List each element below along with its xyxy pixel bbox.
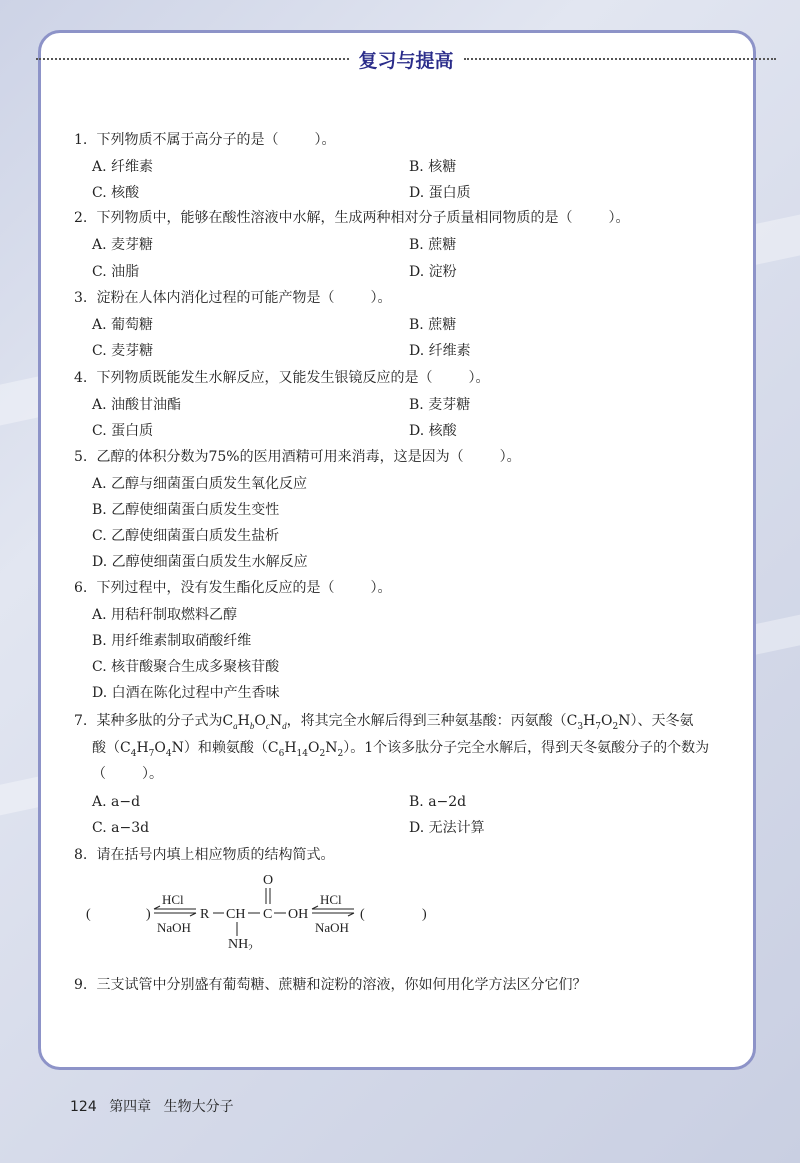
left-paren-open: ( [86, 907, 91, 922]
question-text: 下列过程中，没有发生酯化反应的是（ [96, 580, 335, 596]
question-text: 下列物质中，能够在酸性溶液中水解，生成两种相对分子质量相同物质的是（ [96, 210, 573, 226]
option-b: B. 用纤维素制取硝酸纤维 [92, 633, 252, 649]
option-d: D. 核酸 [409, 423, 457, 439]
question-text: 请在括号内填上相应物质的结构简式。 [96, 847, 335, 863]
option-c: C. a−3d [92, 820, 150, 836]
question-text: 下列物质不属于高分子的是（ [96, 132, 279, 148]
option-b: B. 核糖 [409, 159, 457, 175]
amino-acid-formula [50, 840, 470, 950]
question-7-line-2: 酸$(C_4H_7O_4N)$和赖氨酸$(C_6H_{14}O_2N_2)$。1个该多肽分子完全水解后，得到天冬氨酸分子的个数为 [92, 740, 710, 759]
question-3: 3. 淀粉在人体内消化过程的可能产物是（ ）。 [74, 290, 392, 306]
option-c: C. 核苷酸聚合生成多聚核苷酸 [92, 659, 280, 675]
amino-group: $NH_2$ [228, 937, 253, 950]
option-d: D. 纤维素 [409, 343, 471, 359]
reagent-hcl-right: HCl [320, 892, 342, 907]
option-c: C. 麦芽糖 [92, 343, 154, 359]
arrow-left-bottom [154, 913, 196, 916]
option-b: B. 麦芽糖 [409, 397, 471, 413]
question-1: 1. 下列物质不属于高分子的是（ ）。 [74, 132, 336, 148]
hydroxyl: OH [288, 907, 309, 922]
page-number: 124 [70, 1099, 97, 1115]
question-7-line-3: （ ）。 [92, 766, 163, 782]
question-text: 下列物质既能发生水解反应，又能发生银镜反应的是（ [96, 370, 433, 386]
question-text: 乙醇的体积分数为75%的医用酒精可用来消毒，这是因为（ [96, 449, 464, 465]
arrow-right-bottom [312, 913, 354, 916]
option-d: D. 白酒在陈化过程中产生香味 [92, 685, 280, 701]
option-a: A. 乙醇与细菌蛋白质发生氧化反应 [92, 476, 308, 492]
section-header [36, 44, 776, 74]
question-5: 5. 乙醇的体积分数为75%的医用酒精可用来消毒，这是因为（ ）。 [74, 449, 521, 465]
option-c: C. 乙醇使细菌蛋白质发生盐析 [92, 528, 280, 544]
option-d: D. 蛋白质 [409, 185, 471, 201]
option-c: C. 蛋白质 [92, 423, 154, 439]
right-paren-open: ( [360, 907, 365, 922]
question-6: 6. 下列过程中，没有发生酯化反应的是（ ）。 [74, 580, 392, 596]
option-a: A. 用秸秆制取燃料乙醇 [92, 607, 238, 623]
option-b: B. 乙醇使细菌蛋白质发生变性 [92, 502, 280, 518]
r-group: R [200, 907, 210, 922]
ch-group: CH [226, 907, 246, 922]
option-a: A. 油酸甘油酯 [92, 397, 182, 413]
question-2: 2. 下列物质中，能够在酸性溶液中水解，生成两种相对分子质量相同物质的是（ ）。 [74, 210, 630, 226]
option-c: C. 核酸 [92, 185, 140, 201]
question-7: 7. 某种多肽的分子式为$C_aH_bO_cN_d$，将其完全水解后得到三种氨基酸：丙氨酸$(C_3H_7O_2N)$、天冬氨 [74, 713, 694, 732]
option-d: D. 无法计算 [409, 820, 485, 836]
section-title: 复习与提高 [358, 49, 454, 72]
option-d: D. 乙醇使细菌蛋白质发生水解反应 [92, 554, 308, 570]
header-dots-right [464, 58, 777, 60]
reagent-naoh-left: NaOH [157, 920, 191, 935]
option-a: A. 葡萄糖 [92, 317, 154, 333]
question-4: 4. 下列物质既能发生水解反应，又能发生银镜反应的是（ ）。 [74, 370, 490, 386]
option-b: B. a−2d [409, 794, 467, 810]
option-b: B. 蔗糖 [409, 317, 457, 333]
carbonyl-carbon: C [263, 907, 273, 922]
question-8: 8. 请在括号内填上相应物质的结构简式。 [74, 847, 335, 863]
option-d: D. 淀粉 [409, 264, 457, 280]
question-text: 淀粉在人体内消化过程的可能产物是（ [96, 290, 335, 306]
option-a: A. 麦芽糖 [92, 237, 154, 253]
question-text: 三支试管中分别盛有葡萄糖、蔗糖和淀粉的溶液，你如何用化学方法区分它们？ [96, 977, 587, 993]
reagent-naoh-right: NaOH [315, 920, 349, 935]
option-a: A. a−d [92, 794, 141, 810]
reagent-hcl-left: HCl [162, 892, 184, 907]
page-footer [70, 1096, 242, 1116]
option-b: B. 蔗糖 [409, 237, 457, 253]
chapter-label: 第四章 [109, 1099, 152, 1115]
chapter-title: 生物大分子 [163, 1099, 234, 1115]
option-a: A. 纤维素 [92, 159, 154, 175]
question-9: 9. 三支试管中分别盛有葡萄糖、蔗糖和淀粉的溶液，你如何用化学方法区分它们？ [74, 977, 587, 993]
carbonyl-oxygen: O [263, 873, 274, 888]
option-c: C. 油脂 [92, 264, 140, 280]
header-dots-left [36, 58, 349, 60]
left-paren-close: ) [146, 907, 151, 922]
right-paren-close: ) [422, 907, 427, 922]
